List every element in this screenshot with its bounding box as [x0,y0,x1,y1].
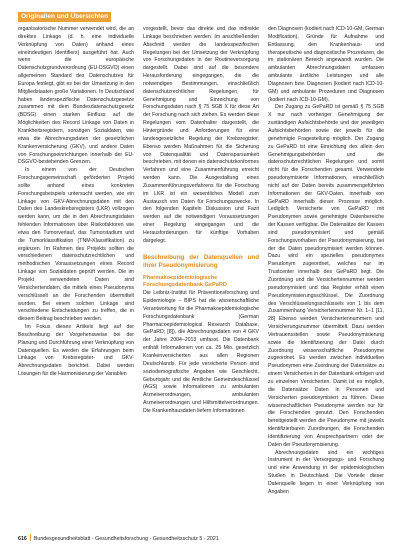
body-paragraph: In einem von der Deutschen Forschungsgemeinschaft geförderten Projekt sollte anhand eines konkreten Forschungsbeispiels untersucht werden, wie ein Linkage von GKV-Abrechnungsdaten mit den Daten des Landeskrebsregisters (LKR) vollzogen werden kann, um die in den Abrechnungsdaten fehlenden Informationen über Risikofaktoren wie etwa den Tumorverlauf, das Tumorstadium und die Tumorklassifikation (TNM-Klassifikation) zu ergänzen. Im Rahmen des Projekts sollten die verschiedenen datenschutzrechtlichen und methodischen Voraussetzungen eines Record Linkage von Sozialdaten geprüft werden. Die im Projekt verwendeten Daten sind Versichertendaten, die mittels eines Pseudonyms verschlüsselt an die Forschenden übermittelt wurden. Bei einem solchen Linkage sind verschiedene Entscheidungen zu treffen, die in diesem Beitrag beschrieben werden. [18,167,134,323]
section-heading: Beschreibung der Datenquellen und ihrer Pseudonymisierung [143,253,259,269]
journal-citation: Bundesgesundheitsblatt - Gesundheitsforschung - Gesundheitsschutz 5 · 2021 [33,536,219,542]
section-label: Originalien und Übersichten [18,12,111,22]
footer-divider [30,534,31,541]
text-column-3 [268,26,384,526]
text-column-2 [143,26,259,526]
body-paragraph: Der Zugang zu GePaRD ist gemäß § 75 SGB X nur nach vorheriger Genehmigung der zuständigen Aufsichtsbehörde und der jeweiligen Aufsichtsbehörden sowie der jeweils für die genehmigte Fragestellung möglich. Der Zugang zu GePaRD ist eine Einrichtung des allein den Genehmigungsbehörden und die datenschutzrechtlichen Regelungen und somit nicht für die Forschenden gesamt. Verwendete pseudonymisierte Informationen, einschließlich nicht auf der Daten bereits zusammengeführten Informationen der GKV-Daten, innerhalb von GePaRD innerhalb dieser Prozesse möglich. Lediglich Versicherte von GePaRD mit Pseudonymen sowie genehmigte Datenbereiche der Kassen verfügbar. Die Datensätze der Kassen sind pseudonymisiert und gemäß Forschungsvorhaben der Pseudonymisierung, bei der die Daten pseudonymisiert werden können. Dazu wird ein spezielles pseudonymes Pseudonym zugeordnet, welches nur im Trustcenter innerhalb des GePaRD liegt. Die Zuordnung und die Versichertennummer werden pseudonymisiert und das Register erhält einen Pseudonymisierungsschlüssel. Die Zuordnung des Verschlüsselungsschlüssels von 1 bis dem Zusammenhang Versichertennummer Nr. 1–1 [11, 28] Ebenso werden Versichertennummern und Versicherungsnummer übermittelt. Dazu werden Vertrauensstellen sowie Pseudonymisierung sowie die Identifizierung der Datei durch Zuordnung wissenschaftliche Pseudonyme zugeordnet. Es werden zwischen individuellen Pseudonymen eine Zuordnung der Datensätze zu einem Versicherten in der Datenbank erfolgen und zu einzelnen Versicherten. Damit ist es möglich, die Datensätze Daten in Personen und Versicherten pseudonymisiert zu führen. Diese wissenschaftlichen Pseudonyme werden nur für die Forschenden genutzt. Den Forschenden bereitgestellt werden die Pseudonyme mit jeweils identifizierbaren Zuordnungen, die Forschenden Identifizierung von Ansprechpartnern oder der Daten der Pseudonymisierung. [268,104,384,448]
body-paragraph: vorgestellt, bevor das direkte und das indirekte Linkage beschrieben werden. Im anschließenden Abschnitt werden die landesspezifischen Regelungen bei der Umsetzung der Verknüpfung von Forschungsdaten in der Routineversorgung dargestellt. Dabei sind auf die besondere Herausforderung eingegangen, die die notwendigen Bestimmungen, einschließlich datenschutzrechtlicher Regelungen, für Genehmigung und Einreichung von Forschungsdaten nach § 75 SGB X für diese Art der Forschung nach sich ziehen. Es werden diese Regelungen vom Datenhalter dargestellt, die Hintergründe und Anforderungen für eine landesgesetzliche Regelung der Krebsregister. Ebenso werden Maßnahmen für die Sicherung von Datenqualität und Datensparsamkeit beschrieben, mit denen ein datenschutzkonformes Verfahren und eine Zusammenführung erreicht werden kann. Die Ausgestaltung eines Zusammenführungsverfahrens für die Forschung im LKR ist ein wesentliches Modell zum Austausch von Daten für Forschungszwecke. In den folgenden Kapiteln Diskussion und Fazit werden auf die notwendigen Voraussetzungen einer Regelung eingegangen und die Herausforderungen für künftige Vorhaben dargelegt. [143,26,259,244]
body-paragraph: organisatorische Nummer verwendet wird, die an direktes Linkage (d. h. eine individuelle Verknüpfung von Daten) anhand eines eineindeutigen Identifiers) ausgeführt hat. Auch wenn die europäische Datenschutzgrundverordnung (EU-DSGVO) einen allgemeinen Standard des Datenschutzes für Europa festlegt, gibt es bei der Umsetzung in den Mitgliedstaaten große Variationen. In Deutschland haben länderspezifische Datenschutzgesetze zusammen mit dem Bundesdatenschutzgesetz (BDSG) einen starken Einfluss auf die Möglichkeiten des Record Linkage von Daten in Krankheitsregistern, sonstigen Sozialdaten, wie etwa die Abrechnungsdaten der gesetzlichen Krankenversicherung (GKV), und andere Daten von Forschungseinrichtungen innerhalb der EU-DSGVO-bestehenden Grenzen. [18,26,134,166]
body-paragraph: den Diagnosen (kodiert nach ICD-10-GM, German Modification), Gründe für Aufnahme und Entlassung, den Krankenhaus- und therapeutische und diagnostische Prozeduren, die im stationären Bereich angewandt wurden. Die ambulanten Abrechnungsdaten umfassen ambulante ärztliche Leistungen und alle Diagnosen bzw. Diagnosen (kodiert nach ICD-10-GM) und ambulante Prozeduren und Diagnosen (kodiert nach ICD-10-GM). [268,26,384,103]
page-number: 616 [18,536,27,542]
body-paragraph: Die Leibniz-Institut für Präventionsforschung und Epidemiologie – BIPS hat die wissenschaftliche Verantwortung für die Pharmakoepidemiologische Forschungsdatenbank (German Pharmacoepidemiological Research Database, GePaRD; [8]), die Abrechnungsdaten von 4 GKV der Jahre 2004–2013 umfasst. Die Datenbank enthält Informationen von ca. 25 Mio. gesetzlich Krankenversicherten aus allen Regionen Deutschlands. Für jede versicherte Person sind soziodemografische Angaben wie Geschlecht, Geburtsjahr und die Amtliche Gemeindeschlüssel (AGS) sowie Informationen zu ambulanten Arzneiverordnungen, ambulanten Arzneiverordnungen und Hilfsmittelverordnungen. Die Krankenhausdaten liefern Informationen [143,290,259,414]
subsection-heading: Pharmakoepidemiologische Forschungsdatenbank GePaRD [143,274,227,289]
page-footer [18,534,219,542]
body-paragraph: Im Fokus dieses Artikels liegt auf der Beschreibung der Vorgehensweise bei der Planung und Durchführung einer Verknüpfung von Datenquellen. Es werden die Erfahrungen beim Linkage von Krebsregister- und GKV-Abrechnungsdaten berichtet. Dabei werden Lösungen für die Harmonisierung der Variablen [18,324,134,378]
body-paragraph: Abrechnungsdaten sind ein wichtiges Instrument in der Versorgungs- und Forschung und eine Anwendung in der epidemiologischen Studien in Deutschland. Die Vorteile dieser Datenquelle liegen in einer Verknüpfung von Angaben [268,449,384,495]
text-column-1 [18,26,134,526]
